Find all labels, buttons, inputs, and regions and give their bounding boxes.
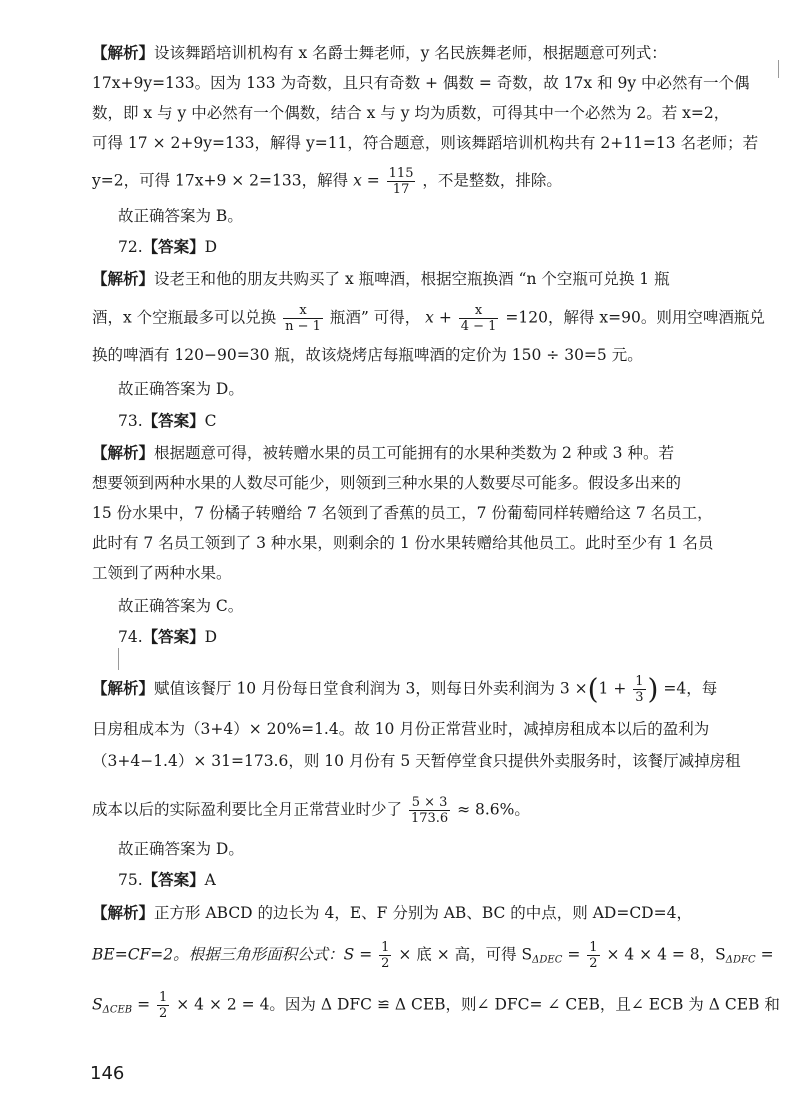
text-line: 【解析】设老王和他的朋友共购买了 x 瓶啤酒，根据空瓶换酒 “n 个空瓶可兑换 1 瓶 <box>92 270 670 288</box>
text-line: 可得 17 × 2+9y=133，解得 y=11，符合题意，则该舞蹈培训机构共有 2+11=13 名老师；若 <box>92 134 759 152</box>
text-line: BE=CF=2。根据三角形面积公式：S = $\frac{1}{2}$ × 底 × 高，可得 $S_{\Delta DEC}$ = $\frac{1}{2}$ × 4 × 4 = 8，$S_{\Delta DFC}$ = <box>92 940 774 971</box>
text-line: （3+4−1.4）× 31=173.6，则 10 月份有 5 天暂停堂食只提供外卖服务时，该餐厅减掉房租 <box>92 752 741 770</box>
scan-mark <box>778 60 779 78</box>
text-line: $S_{\Delta CEB}$ = $\frac{1}{2}$ × 4 × 2 = 4。因为 Δ DFC ≌ Δ CEB，则∠ DFC= ∠ CEB，且∠ ECB 为 Δ CEB 和 <box>92 990 780 1021</box>
text-line: 故正确答案为 B。 <box>118 207 243 225</box>
fraction: $\frac{5 \times 3}{173.6}$ <box>410 795 449 826</box>
question-answer: 74.【答案】D <box>118 628 218 646</box>
scan-mark <box>118 648 119 670</box>
page-number: 146 <box>90 1063 125 1084</box>
text-line: 酒，x 个空瓶最多可以兑换 $\frac{x}{n - 1}$ 瓶酒” 可得， x + $\frac{x}{4 - 1}$ =120，解得 x=90。则用空啤酒瓶兑 <box>92 303 765 334</box>
text-line: 想要领到两种水果的人数尽可能少，则领到三种水果的人数要尽可能多。假设多出来的 <box>92 474 682 492</box>
text-line: 15 份水果中，7 份橘子转赠给 7 名领到了香蕉的员工，7 份葡萄同样转赠给这 7 名员工， <box>92 504 713 522</box>
text-line: 故正确答案为 D。 <box>118 380 244 398</box>
question-answer: 75.【答案】A <box>118 871 216 889</box>
text-line: 日房租成本为（3+4）× 20%=1.4。故 10 月份正常营业时，减掉房租成本以后的盈利为 <box>92 720 710 738</box>
text-line: 故正确答案为 C。 <box>118 597 244 615</box>
text-line: 数，即 x 与 y 中必然有一个偶数，结合 x 与 y 均为质数，可得其中一个必然为 2。若 x=2， <box>92 104 730 122</box>
text-line: 【解析】设该舞蹈培训机构有 x 名爵士舞老师，y 名民族舞老师，根据题意可列式： <box>92 44 667 62</box>
fraction: $\frac{1}{3}$ <box>635 674 644 705</box>
text-line: 【解析】赋值该餐厅 10 月份每日堂食利润为 3，则每日外卖利润为 3 ×(1 + $\frac{1}{3}$ ) =4，每 <box>92 672 718 706</box>
analysis-tag: 【解析】 <box>92 44 155 62</box>
fraction: $\frac{115}{17}$ <box>388 166 414 197</box>
fraction: $\frac{1}{2}$ <box>159 990 168 1021</box>
text-line: 【解析】正方形 ABCD 的边长为 4，E、F 分别为 AB、BC 的中点，则 AD=CD=4， <box>92 904 692 922</box>
text-line: 【解析】根据题意可得，被转赠水果的员工可能拥有的水果种类数为 2 种或 3 种。若 <box>92 444 674 462</box>
text-line: 换的啤酒有 120−90=30 瓶，故该烧烤店每瓶啤酒的定价为 150 ÷ 30=5 元。 <box>92 346 643 364</box>
question-answer: 72.【答案】D <box>118 238 218 256</box>
fraction: $\frac{x}{n - 1}$ <box>285 303 321 334</box>
fraction: $\frac{1}{2}$ <box>589 940 598 971</box>
text-line: 成本以后的实际盈利要比全月正常营业时少了 $\frac{5 \times 3}{173.6}$ ≈ 8.6%。 <box>92 795 530 826</box>
text-line: 17x+9y=133。因为 133 为奇数，且只有奇数 + 偶数 = 奇数，故 17x 和 9y 中必然有一个偶 <box>92 74 750 92</box>
text-line: 工领到了两种水果。 <box>92 564 232 582</box>
fraction: $\frac{x}{4 - 1}$ <box>460 303 497 334</box>
text-line: y=2，可得 17x+9 × 2=133，解得 x = $\frac{115}{17}$ ，不是整数，排除。 <box>92 166 562 197</box>
text-line: 此时有 7 名员工领到了 3 种水果，则剩余的 1 份水果转赠给其他员工。此时至少有 1 名员 <box>92 534 714 552</box>
question-answer: 73.【答案】C <box>118 412 217 430</box>
fraction: $\frac{1}{2}$ <box>381 940 390 971</box>
text-line: 故正确答案为 D。 <box>118 840 244 858</box>
